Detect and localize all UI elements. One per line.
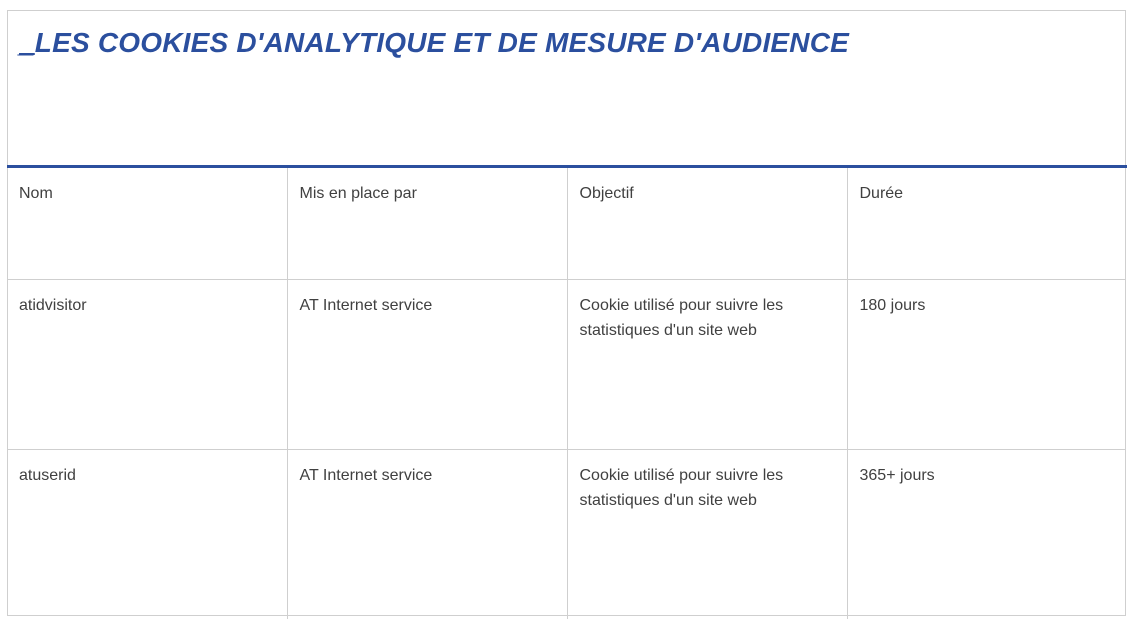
section-title — [19, 27, 849, 59]
cookies-table — [7, 168, 1126, 619]
title-anchor-mark: _ — [19, 27, 35, 58]
cell-duree: 365+ jours — [847, 450, 1126, 620]
header-duree: Durée — [847, 168, 1126, 280]
section-title-text: LES COOKIES D'ANALYTIQUE ET DE MESURE D'AUDIENCE — [34, 27, 850, 58]
cell-duree: 180 jours — [847, 280, 1126, 450]
cell-nom: atidvisitor — [7, 280, 287, 450]
cell-mis-en-place-par: AT Internet service — [287, 450, 567, 620]
table-row — [7, 450, 1126, 620]
table-header-row — [7, 168, 1126, 280]
section-header — [7, 10, 1126, 166]
table-row — [7, 280, 1126, 450]
header-mis-en-place-par: Mis en place par — [287, 168, 567, 280]
header-nom: Nom — [7, 168, 287, 280]
cell-objectif: Cookie utilisé pour suivre les statistiques d'un site web — [567, 450, 847, 620]
header-objectif: Objectif — [567, 168, 847, 280]
cell-nom: atuserid — [7, 450, 287, 620]
cell-mis-en-place-par: AT Internet service — [287, 280, 567, 450]
cell-objectif: Cookie utilisé pour suivre les statistiques d'un site web — [567, 280, 847, 450]
